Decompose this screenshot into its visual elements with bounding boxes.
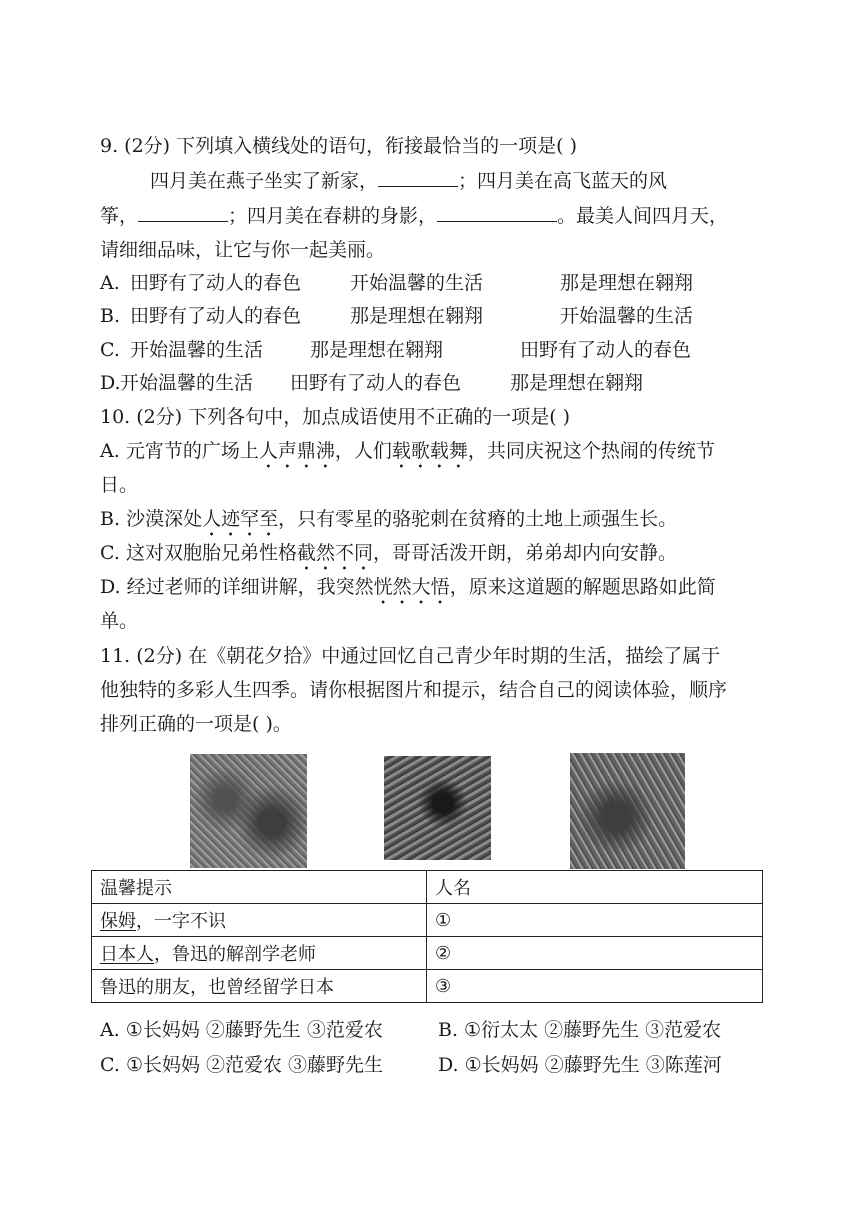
option-part: 田野有了动人的春色 xyxy=(130,305,302,327)
dotted-idiom: 载歌载舞 xyxy=(391,440,468,462)
option-label: C. xyxy=(100,339,120,361)
q9-option-b[interactable] xyxy=(100,303,694,329)
table-header-cell: 人名 xyxy=(427,871,763,904)
q9-stem: 9. (2分) 下列填入横线处的语句，衔接最恰当的一项是( ) xyxy=(100,135,577,157)
q10-option-d[interactable] xyxy=(100,574,716,609)
option-label: D. xyxy=(100,372,121,394)
q11-stem-line-3: 排列正确的一项是( )。 xyxy=(100,713,292,735)
q9-option-c[interactable] xyxy=(100,337,692,363)
q10-option-b[interactable] xyxy=(100,506,677,541)
table-cell-hint xyxy=(92,937,427,970)
dotted-idiom: 恍然大悟 xyxy=(373,576,450,598)
option-text: 沙漠深处 xyxy=(126,508,203,530)
q10-option-d-cont: 单。 xyxy=(100,610,139,632)
option-label: A. xyxy=(100,272,120,294)
q10-stem: 10. (2分) 下列各句中，加点成语使用不正确的一项是( ) xyxy=(100,406,571,428)
q9-blank-1[interactable] xyxy=(378,182,458,187)
option-text: 零星 xyxy=(335,508,374,530)
q11-stem-line-1: 11. (2分) 在《朝花夕拾》中通过回忆自己青少年时期的生活，描绘了属于 xyxy=(100,645,721,667)
option-part: 田野有了动人的春色 xyxy=(130,272,302,294)
option-label: B. xyxy=(100,508,121,530)
q9-passage-text: ；四月美在高飞蓝天的风 xyxy=(458,170,668,192)
hint-text: ，鲁迅的解剖学老师 xyxy=(154,944,316,965)
option-text: ，原来这道题的解题思路如此简 xyxy=(449,576,716,598)
table-cell-hint xyxy=(92,904,427,937)
q9-passage-text: 四月美在燕子坐实了新家， xyxy=(150,170,379,192)
option-text: ，共同庆祝这个热闹的传统节 xyxy=(467,440,715,462)
option-text: 经过老师的详细讲解，我突然 xyxy=(126,576,374,598)
q11-option-c[interactable]: C. ①长妈妈 ②范爱农 ③藤野先生 xyxy=(100,1054,384,1076)
q9-passage-line-3: 请细细品味，让它与你一起美丽。 xyxy=(100,239,386,261)
q10-option-a-cont: 日。 xyxy=(100,474,139,496)
option-part: 田野有了动人的春色 xyxy=(520,339,692,361)
option-text: ，哥哥活泼开朗，弟弟却内向安静。 xyxy=(372,542,677,564)
option-part: 田野有了动人的春色 xyxy=(290,372,462,394)
q9-passage-text: 。最美人间四月天， xyxy=(557,205,729,227)
table-row xyxy=(92,937,763,970)
option-label: A. xyxy=(100,440,120,462)
dotted-idiom: 截然不同 xyxy=(296,542,373,564)
table-header-row xyxy=(92,871,763,904)
dotted-idiom: 人声鼎沸 xyxy=(258,440,335,462)
option-part: 那是理想在翱翔 xyxy=(510,372,644,394)
option-text: 这对双胞胎兄弟性格 xyxy=(125,542,297,564)
option-part: 开始温馨的生活 xyxy=(130,339,264,361)
option-text: 的骆驼刺在 xyxy=(373,508,469,530)
option-text: ，只有 xyxy=(278,508,336,530)
q9-blank-3[interactable] xyxy=(437,217,557,222)
q11-option-b[interactable]: B. ①衍太太 ②藤野先生 ③范爱农 xyxy=(438,1019,722,1041)
q9-passage-text: ；四月美在春耕的身影， xyxy=(228,205,438,227)
photo-illustration-2 xyxy=(384,756,491,860)
option-part: 那是理想在翱翔 xyxy=(310,339,444,361)
dotted-idiom: 人迹罕至 xyxy=(202,508,279,530)
q11-stem-line-2: 他独特的多彩人生四季。请你根据图片和提示，结合自己的阅读体验，顺序 xyxy=(100,679,728,701)
q10-option-c[interactable] xyxy=(100,540,677,575)
hint-table xyxy=(91,870,763,1003)
option-text: 的土地上顽强生长。 xyxy=(506,508,678,530)
table-row xyxy=(92,904,763,937)
option-text: ，人们 xyxy=(334,440,392,462)
table-cell-name[interactable]: ③ xyxy=(427,970,763,1003)
q9-option-a[interactable] xyxy=(100,270,694,296)
table-row xyxy=(92,970,763,1003)
option-part: 开始温馨的生活 xyxy=(560,305,694,327)
option-label: B. xyxy=(100,305,121,327)
q10-option-a[interactable] xyxy=(100,438,715,473)
option-part: 开始温馨的生活 xyxy=(120,372,254,394)
q11-option-d[interactable]: D. ①长妈妈 ②藤野先生 ③陈莲河 xyxy=(438,1054,722,1076)
q9-passage-line-2 xyxy=(100,203,728,229)
photo-illustration-1 xyxy=(190,754,307,868)
table-cell-name[interactable]: ① xyxy=(427,904,763,937)
table-cell-hint xyxy=(92,970,427,1003)
q9-blank-2[interactable] xyxy=(138,217,228,222)
option-text: 贫瘠 xyxy=(468,508,507,530)
q9-passage-text: 筝， xyxy=(100,205,139,227)
hint-underlined: 保姆 xyxy=(100,911,136,932)
q9-passage-line-1 xyxy=(150,168,667,194)
option-label: D. xyxy=(100,576,121,598)
q11-option-a[interactable]: A. ①长妈妈 ②藤野先生 ③范爱农 xyxy=(100,1019,383,1041)
table-header-cell: 温馨提示 xyxy=(92,871,427,904)
option-part: 那是理想在翱翔 xyxy=(560,272,694,294)
q9-option-d[interactable] xyxy=(100,370,644,396)
option-part: 开始温馨的生活 xyxy=(350,272,484,294)
hint-text: ，一字不识 xyxy=(136,911,226,932)
hint-underlined: 日本人 xyxy=(100,944,154,965)
option-text: 元宵节的广场上 xyxy=(125,440,259,462)
hint-text: 鲁迅的朋友，也曾经留学日本 xyxy=(100,977,334,998)
option-part: 那是理想在翱翔 xyxy=(350,305,484,327)
table-cell-name[interactable]: ② xyxy=(427,937,763,970)
photo-illustration-3 xyxy=(570,753,685,869)
option-label: C. xyxy=(100,542,120,564)
